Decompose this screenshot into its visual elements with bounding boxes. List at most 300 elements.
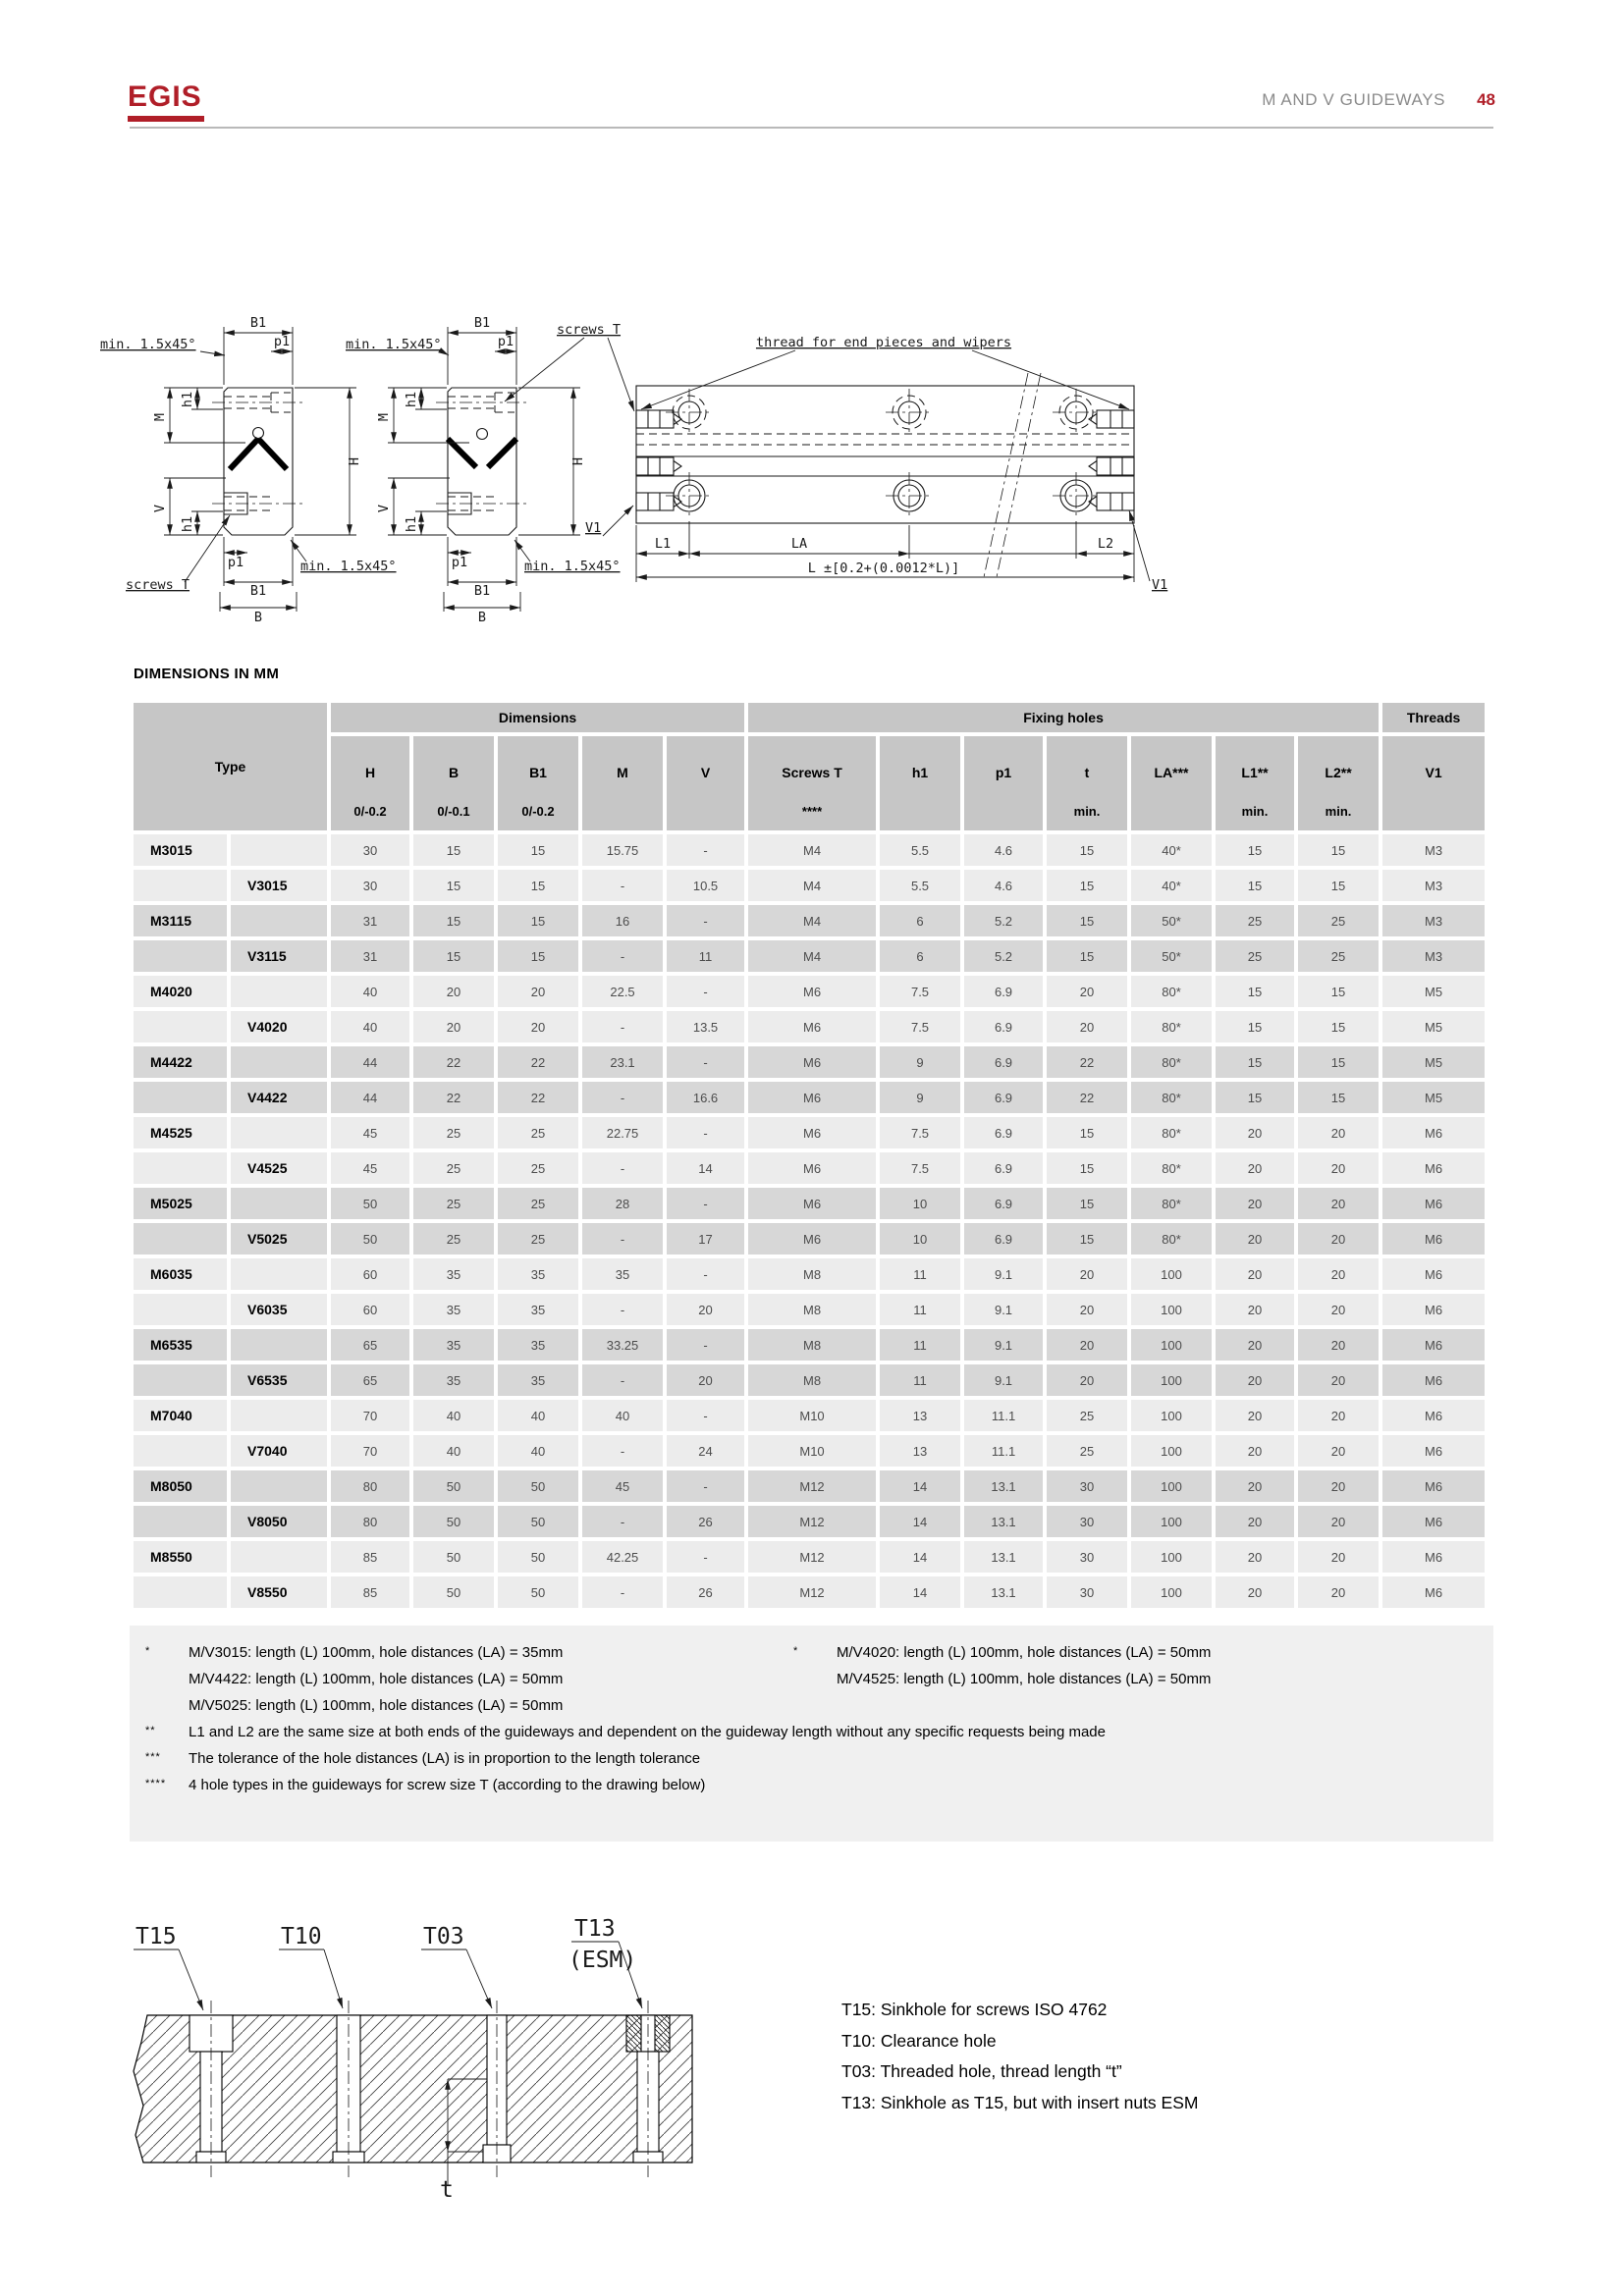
type-v-cell — [231, 1541, 327, 1573]
type-v-cell — [231, 1258, 327, 1290]
cell-v1: M6 — [1382, 1400, 1485, 1431]
cell-v: - — [667, 1188, 744, 1219]
footnote-row — [145, 1692, 1493, 1719]
cell-h1: 9 — [880, 1082, 960, 1113]
v1-label: V1 — [1152, 577, 1168, 593]
cell-l2: 20 — [1298, 1576, 1379, 1608]
cell-h1: 14 — [880, 1576, 960, 1608]
cell-h: 30 — [331, 834, 409, 866]
cell-screwst: M10 — [748, 1435, 876, 1467]
cell-v1: M6 — [1382, 1506, 1485, 1537]
cross-section-m-drawing — [100, 315, 397, 625]
type-m-cell: M6535 — [134, 1329, 227, 1361]
table-row-v4422 — [134, 1082, 1485, 1113]
cell-h1: 7.5 — [880, 1011, 960, 1042]
cell-h: 40 — [331, 976, 409, 1007]
type-v-cell: V8550 — [231, 1576, 327, 1608]
cell-b1: 50 — [498, 1576, 578, 1608]
col-header-h1: h1 — [880, 736, 960, 830]
cell-l2: 20 — [1298, 1364, 1379, 1396]
cell-l2: 20 — [1298, 1470, 1379, 1502]
page-header — [1262, 90, 1495, 110]
cell-l2: 20 — [1298, 1541, 1379, 1573]
cell-p1: 9.1 — [964, 1258, 1043, 1290]
cell-v: 10.5 — [667, 870, 744, 901]
type-m-cell — [134, 1152, 227, 1184]
cell-la: 100 — [1131, 1400, 1212, 1431]
type-v-cell: V5025 — [231, 1223, 327, 1255]
cell-m: 45 — [582, 1470, 663, 1502]
cell-screwst: M8 — [748, 1364, 876, 1396]
cell-h: 60 — [331, 1294, 409, 1325]
footnote-row — [145, 1666, 1493, 1692]
footnote-marker: ** — [145, 1725, 156, 1736]
cell-p1: 13.1 — [964, 1470, 1043, 1502]
table-group-row — [134, 703, 1485, 732]
cell-h1: 10 — [880, 1188, 960, 1219]
cell-p1: 5.2 — [964, 905, 1043, 936]
cell-b1: 50 — [498, 1470, 578, 1502]
col-header-screwst: Screws T **** — [748, 736, 876, 830]
cell-p1: 5.2 — [964, 940, 1043, 972]
cell-m: - — [582, 1223, 663, 1255]
cell-h: 30 — [331, 870, 409, 901]
cell-b1: 25 — [498, 1117, 578, 1148]
cell-screwst: M12 — [748, 1576, 876, 1608]
cell-v1: M3 — [1382, 940, 1485, 972]
footnote-text: The tolerance of the hole distances (LA) is in proportion to the length tolerance — [189, 1750, 701, 1767]
cell-b1: 40 — [498, 1400, 578, 1431]
cell-m: 23.1 — [582, 1046, 663, 1078]
cell-l2: 15 — [1298, 1011, 1379, 1042]
type-m-cell: M3015 — [134, 834, 227, 866]
dim-label-b1: B1 — [249, 315, 267, 331]
dimensions-table — [130, 699, 1489, 1612]
cell-v1: M6 — [1382, 1364, 1485, 1396]
cell-screwst: M8 — [748, 1329, 876, 1361]
cell-l2: 15 — [1298, 1082, 1379, 1113]
type-v-cell — [231, 1470, 327, 1502]
cell-v1: M6 — [1382, 1435, 1485, 1467]
cell-h: 50 — [331, 1188, 409, 1219]
type-v-cell — [231, 1046, 327, 1078]
cell-t: 25 — [1047, 1400, 1127, 1431]
cell-t: 15 — [1047, 1152, 1127, 1184]
egis-logo — [128, 80, 204, 122]
cell-h1: 10 — [880, 1223, 960, 1255]
type-v-cell: V6535 — [231, 1364, 327, 1396]
cell-b: 22 — [413, 1082, 494, 1113]
cell-b: 50 — [413, 1470, 494, 1502]
cell-t: 20 — [1047, 1329, 1127, 1361]
cell-screwst: M6 — [748, 1082, 876, 1113]
cell-p1: 6.9 — [964, 1117, 1043, 1148]
cell-l2: 20 — [1298, 1223, 1379, 1255]
cell-l1: 15 — [1216, 1011, 1294, 1042]
cell-b1: 40 — [498, 1435, 578, 1467]
type-v-cell: V3015 — [231, 870, 327, 901]
cell-v: 26 — [667, 1576, 744, 1608]
t10-label: T10 — [281, 1924, 322, 1949]
type-m-cell: M3115 — [134, 905, 227, 936]
type-m-cell — [134, 1223, 227, 1255]
type-v-cell — [231, 834, 327, 866]
cell-l1: 25 — [1216, 940, 1294, 972]
cell-b: 35 — [413, 1258, 494, 1290]
cell-h: 44 — [331, 1046, 409, 1078]
cell-b: 50 — [413, 1576, 494, 1608]
table-row-v3015 — [134, 870, 1485, 901]
dim-label-m: M — [376, 412, 392, 422]
cell-b: 15 — [413, 870, 494, 901]
type-m-cell: M7040 — [134, 1400, 227, 1431]
cell-m: - — [582, 1082, 663, 1113]
col-header-h: H 0/-0.2 — [331, 736, 409, 830]
footnote-marker: **** — [145, 1778, 167, 1789]
dim-label-b: B — [253, 610, 263, 625]
footnote-text: M/V4020: length (L) 100mm, hole distances (LA) = 50mm — [837, 1644, 1212, 1661]
col-header-v: V — [667, 736, 744, 830]
cell-b: 25 — [413, 1223, 494, 1255]
cell-p1: 9.1 — [964, 1364, 1043, 1396]
cell-h1: 7.5 — [880, 976, 960, 1007]
cell-h: 70 — [331, 1400, 409, 1431]
dim-label-h: H — [570, 456, 586, 466]
cell-l1: 15 — [1216, 1082, 1294, 1113]
cell-h: 65 — [331, 1329, 409, 1361]
cell-v: - — [667, 1258, 744, 1290]
cell-t: 15 — [1047, 1223, 1127, 1255]
type-v-cell: V6035 — [231, 1294, 327, 1325]
cell-v1: M3 — [1382, 870, 1485, 901]
cell-m: - — [582, 1294, 663, 1325]
cell-p1: 6.9 — [964, 976, 1043, 1007]
dim-label-la: LA — [790, 536, 808, 552]
cell-p1: 6.9 — [964, 1011, 1043, 1042]
cell-m: - — [582, 1364, 663, 1396]
table-row-m5025 — [134, 1188, 1485, 1219]
cell-b1: 15 — [498, 834, 578, 866]
cell-b1: 35 — [498, 1364, 578, 1396]
type-v-cell — [231, 1117, 327, 1148]
type-m-cell — [134, 870, 227, 901]
col-header-m: M — [582, 736, 663, 830]
cell-m: 22.75 — [582, 1117, 663, 1148]
cell-h: 40 — [331, 1011, 409, 1042]
cell-l2: 20 — [1298, 1152, 1379, 1184]
cell-v: - — [667, 1046, 744, 1078]
table-row-v6535 — [134, 1364, 1485, 1396]
footnote-text: L1 and L2 are the same size at both ends of the guideways and dependent on the guideway length without any specific requests being made — [189, 1724, 1106, 1740]
cell-v: 14 — [667, 1152, 744, 1184]
cell-v: - — [667, 834, 744, 866]
cell-b1: 20 — [498, 1011, 578, 1042]
cell-t: 30 — [1047, 1506, 1127, 1537]
cell-b: 35 — [413, 1329, 494, 1361]
cell-v1: M5 — [1382, 1082, 1485, 1113]
table-row-v5025 — [134, 1223, 1485, 1255]
cell-m: 28 — [582, 1188, 663, 1219]
cell-b1: 15 — [498, 940, 578, 972]
cell-b: 20 — [413, 1011, 494, 1042]
cell-b1: 50 — [498, 1506, 578, 1537]
type-m-cell: M5025 — [134, 1188, 227, 1219]
cell-l2: 20 — [1298, 1506, 1379, 1537]
screws-t-label: screws T — [557, 322, 622, 338]
cell-l1: 20 — [1216, 1223, 1294, 1255]
table-row-m3015 — [134, 834, 1485, 866]
cell-l1: 20 — [1216, 1541, 1294, 1573]
footnote-text: 4 hole types in the guideways for screw size T (according to the drawing below) — [189, 1777, 706, 1793]
t10-hole — [333, 2001, 364, 2177]
cell-h1: 11 — [880, 1258, 960, 1290]
cell-v1: M6 — [1382, 1294, 1485, 1325]
cell-h1: 11 — [880, 1329, 960, 1361]
footnote-row — [145, 1745, 1493, 1772]
table-row-m4525 — [134, 1117, 1485, 1148]
cell-m: - — [582, 1152, 663, 1184]
type-m-cell — [134, 1435, 227, 1467]
cell-t: 20 — [1047, 1294, 1127, 1325]
cell-b: 25 — [413, 1117, 494, 1148]
cell-la: 100 — [1131, 1294, 1212, 1325]
table-caption: DIMENSIONS IN MM — [134, 666, 280, 682]
cell-l2: 25 — [1298, 940, 1379, 972]
type-v-cell: V3115 — [231, 940, 327, 972]
cell-h1: 11 — [880, 1364, 960, 1396]
table-row-m7040 — [134, 1400, 1485, 1431]
cell-h: 80 — [331, 1506, 409, 1537]
cell-screwst: M4 — [748, 870, 876, 901]
cell-h1: 13 — [880, 1435, 960, 1467]
cell-h: 31 — [331, 940, 409, 972]
footnote-marker: * — [793, 1645, 799, 1657]
cell-b1: 25 — [498, 1223, 578, 1255]
cell-t: 15 — [1047, 1117, 1127, 1148]
cell-l2: 20 — [1298, 1400, 1379, 1431]
cell-v: - — [667, 1329, 744, 1361]
cell-la: 40* — [1131, 870, 1212, 901]
cell-l2: 15 — [1298, 976, 1379, 1007]
cell-l2: 20 — [1298, 1329, 1379, 1361]
cell-v: 24 — [667, 1435, 744, 1467]
cell-l1: 20 — [1216, 1435, 1294, 1467]
type-m-cell: M4020 — [134, 976, 227, 1007]
table-row-m4422 — [134, 1046, 1485, 1078]
group-header-dimensions: Dimensions — [331, 703, 744, 732]
cell-t: 30 — [1047, 1470, 1127, 1502]
cell-h: 31 — [331, 905, 409, 936]
hole-type-line: T13: Sinkhole as T15, but with insert nuts ESM — [841, 2092, 1199, 2112]
type-m-cell: M4525 — [134, 1117, 227, 1148]
type-v-cell — [231, 905, 327, 936]
cell-screwst: M10 — [748, 1400, 876, 1431]
dim-label-h1: h1 — [180, 391, 195, 408]
cell-p1: 11.1 — [964, 1400, 1043, 1431]
cell-p1: 6.9 — [964, 1188, 1043, 1219]
chamfer-label: min. 1.5x45° — [346, 337, 442, 352]
cell-m: - — [582, 1011, 663, 1042]
cell-b: 50 — [413, 1506, 494, 1537]
col-header-t: t min. — [1047, 736, 1127, 830]
type-v-cell — [231, 1400, 327, 1431]
cell-v1: M5 — [1382, 976, 1485, 1007]
esm-label: (ESM) — [568, 1948, 637, 1973]
cell-screwst: M6 — [748, 976, 876, 1007]
type-m-cell — [134, 1576, 227, 1608]
cell-la: 80* — [1131, 1117, 1212, 1148]
dim-label-l1: L1 — [654, 536, 672, 552]
header-divider — [130, 127, 1493, 129]
cell-v: - — [667, 1470, 744, 1502]
cell-la: 100 — [1131, 1364, 1212, 1396]
type-m-cell: M8050 — [134, 1470, 227, 1502]
type-m-cell — [134, 1294, 227, 1325]
cell-t: 22 — [1047, 1046, 1127, 1078]
cell-v: - — [667, 1117, 744, 1148]
cell-v1: M5 — [1382, 1046, 1485, 1078]
cell-screwst: M4 — [748, 940, 876, 972]
dim-label-m: M — [152, 412, 168, 422]
cell-la: 40* — [1131, 834, 1212, 866]
cell-screwst: M6 — [748, 1046, 876, 1078]
cell-p1: 6.9 — [964, 1152, 1043, 1184]
table-row-v7040 — [134, 1435, 1485, 1467]
cell-v: - — [667, 976, 744, 1007]
table-row-m8550 — [134, 1541, 1485, 1573]
table-row-m8050 — [134, 1470, 1485, 1502]
cell-la: 50* — [1131, 940, 1212, 972]
cell-h1: 5.5 — [880, 834, 960, 866]
table-row-v3115 — [134, 940, 1485, 972]
footnote-row — [145, 1772, 1493, 1798]
cell-b: 40 — [413, 1400, 494, 1431]
cell-l1: 20 — [1216, 1117, 1294, 1148]
callouts — [505, 322, 1167, 593]
table-header-row — [134, 736, 1485, 830]
type-m-cell — [134, 1082, 227, 1113]
cell-h: 44 — [331, 1082, 409, 1113]
cell-p1: 13.1 — [964, 1576, 1043, 1608]
cell-v1: M6 — [1382, 1541, 1485, 1573]
cell-la: 100 — [1131, 1258, 1212, 1290]
cell-h1: 9 — [880, 1046, 960, 1078]
cell-m: 16 — [582, 905, 663, 936]
cell-l2: 15 — [1298, 1046, 1379, 1078]
cell-h1: 5.5 — [880, 870, 960, 901]
cell-b1: 25 — [498, 1152, 578, 1184]
cell-la: 100 — [1131, 1541, 1212, 1573]
col-header-la: LA*** — [1131, 736, 1212, 830]
cell-la: 50* — [1131, 905, 1212, 936]
footnote-marker: * — [145, 1645, 151, 1657]
cell-b: 40 — [413, 1435, 494, 1467]
table-row-v4020 — [134, 1011, 1485, 1042]
dim-label-t: t — [440, 2177, 454, 2203]
cell-screwst: M6 — [748, 1223, 876, 1255]
chamfer-label: min. 1.5x45° — [300, 559, 397, 574]
cell-h: 45 — [331, 1117, 409, 1148]
cell-screwst: M8 — [748, 1258, 876, 1290]
cell-h1: 13 — [880, 1400, 960, 1431]
cell-t: 20 — [1047, 1364, 1127, 1396]
footnote-row — [145, 1639, 1493, 1666]
dim-label-b: B — [477, 610, 487, 625]
cell-b: 50 — [413, 1541, 494, 1573]
group-header-fixing-holes: Fixing holes — [748, 703, 1379, 732]
dim-label-p1: p1 — [497, 334, 514, 349]
cell-l2: 20 — [1298, 1117, 1379, 1148]
cell-l1: 20 — [1216, 1329, 1294, 1361]
cell-l1: 15 — [1216, 870, 1294, 901]
footnote-text: M/V4422: length (L) 100mm, hole distances (LA) = 50mm — [189, 1671, 564, 1687]
cell-b: 22 — [413, 1046, 494, 1078]
cell-m: - — [582, 1506, 663, 1537]
cell-b1: 35 — [498, 1258, 578, 1290]
cell-v: 20 — [667, 1294, 744, 1325]
cell-l2: 20 — [1298, 1188, 1379, 1219]
dim-label-p1: p1 — [273, 334, 291, 349]
cell-la: 80* — [1131, 1152, 1212, 1184]
cell-l2: 15 — [1298, 870, 1379, 901]
cell-screwst: M6 — [748, 1152, 876, 1184]
cell-v: 20 — [667, 1364, 744, 1396]
cell-v1: M6 — [1382, 1470, 1485, 1502]
cell-b: 20 — [413, 976, 494, 1007]
cell-t: 15 — [1047, 1188, 1127, 1219]
cell-h1: 14 — [880, 1470, 960, 1502]
type-m-cell — [134, 1364, 227, 1396]
cell-t: 15 — [1047, 905, 1127, 936]
type-v-cell: V7040 — [231, 1435, 327, 1467]
cell-v1: M6 — [1382, 1188, 1485, 1219]
cell-t: 30 — [1047, 1576, 1127, 1608]
table-row-v8050 — [134, 1506, 1485, 1537]
table-row-v4525 — [134, 1152, 1485, 1184]
cell-h1: 7.5 — [880, 1152, 960, 1184]
cell-b1: 15 — [498, 870, 578, 901]
cell-v: 17 — [667, 1223, 744, 1255]
dim-label-l-tolerance: L ±[0.2+(0.0012*L)] — [807, 561, 960, 576]
table-row-v6035 — [134, 1294, 1485, 1325]
dim-label-h: H — [347, 456, 362, 466]
cell-b1: 22 — [498, 1046, 578, 1078]
cell-la: 80* — [1131, 1011, 1212, 1042]
cell-m: - — [582, 940, 663, 972]
cell-b1: 50 — [498, 1541, 578, 1573]
table-row-m4020 — [134, 976, 1485, 1007]
cell-h1: 14 — [880, 1541, 960, 1573]
cell-m: - — [582, 1435, 663, 1467]
cell-screwst: M8 — [748, 1294, 876, 1325]
cell-v: 26 — [667, 1506, 744, 1537]
cell-v: - — [667, 1541, 744, 1573]
cell-t: 20 — [1047, 976, 1127, 1007]
guideway-drawings — [98, 294, 1178, 628]
cell-t: 25 — [1047, 1435, 1127, 1467]
cell-h: 70 — [331, 1435, 409, 1467]
cell-p1: 6.9 — [964, 1046, 1043, 1078]
cell-screwst: M12 — [748, 1470, 876, 1502]
table-row-m3115 — [134, 905, 1485, 936]
cell-t: 20 — [1047, 1011, 1127, 1042]
dim-label-h1: h1 — [404, 391, 419, 408]
cell-l1: 15 — [1216, 976, 1294, 1007]
cell-screwst: M6 — [748, 1011, 876, 1042]
cell-h: 80 — [331, 1470, 409, 1502]
cell-l1: 20 — [1216, 1258, 1294, 1290]
cell-m: - — [582, 1576, 663, 1608]
